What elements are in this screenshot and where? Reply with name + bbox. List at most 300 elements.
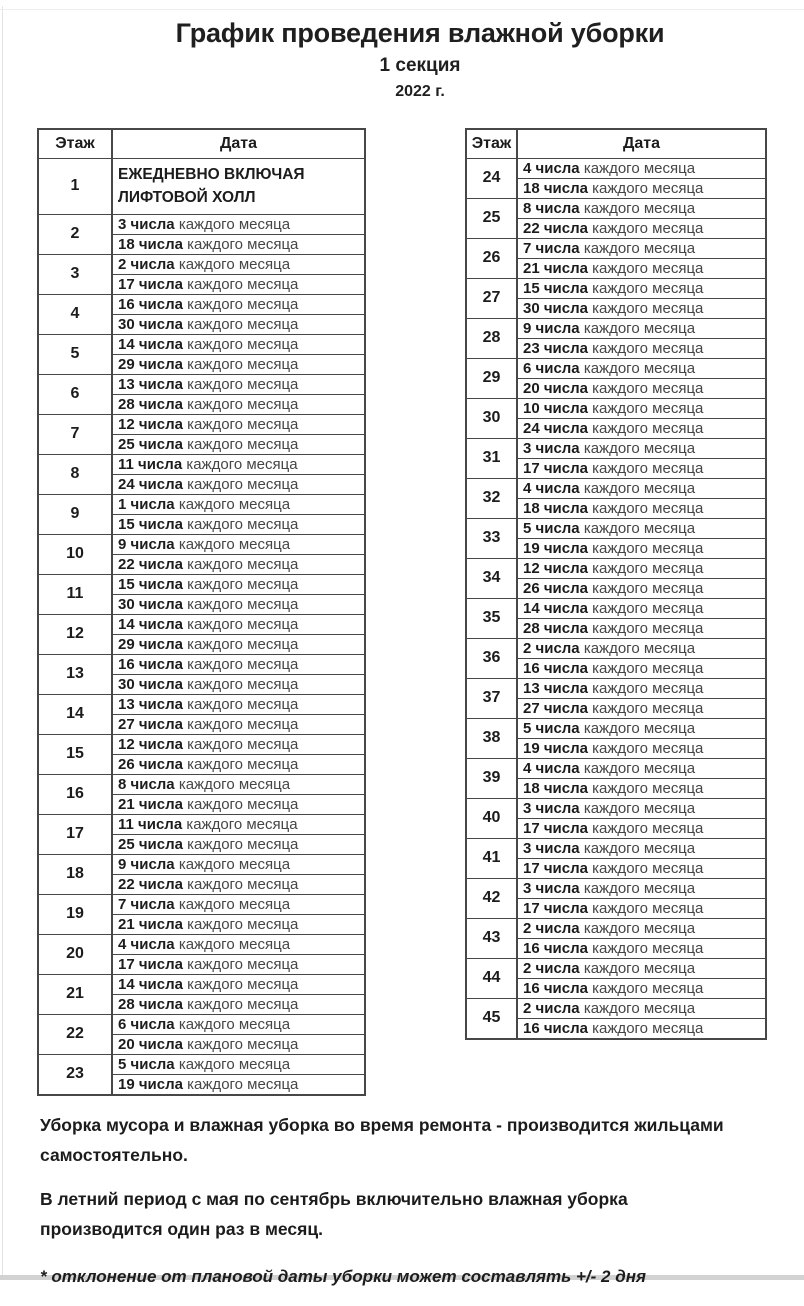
date-cell xyxy=(517,878,766,898)
date-cell xyxy=(112,894,365,914)
date-day: 16 числа xyxy=(523,659,588,677)
date-day: 26 числа xyxy=(523,579,588,597)
year-label: 2022 г. xyxy=(395,83,445,100)
date-suffix: каждого месяца xyxy=(183,955,299,973)
date-cell xyxy=(112,494,365,514)
date-cell xyxy=(517,198,766,218)
date-cell xyxy=(517,398,766,418)
date-suffix: каждого месяца xyxy=(579,759,696,777)
date-cell xyxy=(517,898,766,918)
date-cell xyxy=(112,474,365,494)
floor-cell: 27 xyxy=(466,278,517,318)
date-cell xyxy=(112,854,365,874)
date-cell xyxy=(517,998,766,1018)
date-day: 2 числа xyxy=(523,639,580,657)
date-day: 4 числа xyxy=(523,759,580,777)
date-day: 4 числа xyxy=(118,935,175,953)
date-cell xyxy=(112,994,365,1014)
date-day: 3 числа xyxy=(523,439,580,457)
date-suffix: каждого месяца xyxy=(579,999,696,1017)
date-suffix: каждого месяца xyxy=(579,719,696,737)
date-suffix: каждого месяца xyxy=(588,599,704,617)
date-day: 30 числа xyxy=(118,315,183,333)
date-cell xyxy=(112,374,365,394)
date-suffix: каждого месяца xyxy=(588,299,704,317)
floor-cell: 35 xyxy=(466,598,517,638)
date-suffix: каждого месяца xyxy=(588,559,704,577)
date-suffix: каждого месяца xyxy=(174,535,291,553)
date-day: 17 числа xyxy=(523,899,588,917)
date-day: 28 числа xyxy=(523,619,588,637)
date-suffix: каждого месяца xyxy=(588,579,704,597)
date-suffix: каждого месяца xyxy=(588,179,704,197)
date-day: 14 числа xyxy=(118,335,183,353)
date-cell xyxy=(112,634,365,654)
date-cell xyxy=(112,1054,365,1074)
floor-cell: 10 xyxy=(38,534,112,574)
floor-row xyxy=(466,638,766,658)
date-suffix: каждого месяца xyxy=(183,875,299,893)
floor-cell: 20 xyxy=(38,934,112,974)
date-day: 16 числа xyxy=(118,655,183,673)
date-day: 27 числа xyxy=(523,699,588,717)
date-day: 11 числа xyxy=(118,815,183,833)
floor-cell: 22 xyxy=(38,1014,112,1054)
date-cell xyxy=(112,414,365,434)
date-cell xyxy=(517,238,766,258)
date-day: 9 числа xyxy=(523,319,580,337)
date-cell xyxy=(517,578,766,598)
date-day: 16 числа xyxy=(118,295,183,313)
floor-row xyxy=(466,398,766,418)
date-day: 22 числа xyxy=(523,219,588,237)
date-suffix: каждого месяца xyxy=(579,319,696,337)
date-suffix: каждого месяца xyxy=(174,1055,291,1073)
floor-cell: 40 xyxy=(466,798,517,838)
date-cell xyxy=(517,418,766,438)
date-cell xyxy=(112,734,365,754)
floor-cell: 29 xyxy=(466,358,517,398)
date-suffix: каждого месяца xyxy=(183,315,299,333)
date-cell xyxy=(112,234,365,254)
date-cell xyxy=(517,318,766,338)
floor-cell: 11 xyxy=(38,574,112,614)
date-cell xyxy=(112,814,365,834)
date-cell xyxy=(112,774,365,794)
date-day: 17 числа xyxy=(523,859,588,877)
date-suffix: каждого месяца xyxy=(588,499,704,517)
floor-row xyxy=(38,1054,365,1074)
date-day: 9 числа xyxy=(118,535,175,553)
schedule-table-floors-1-23 xyxy=(37,128,366,1096)
date-day: 18 числа xyxy=(523,179,588,197)
date-cell xyxy=(517,298,766,318)
date-day: 13 числа xyxy=(118,695,183,713)
floor-row xyxy=(38,934,365,954)
date-suffix: каждого месяца xyxy=(174,855,291,873)
date-suffix: каждого месяца xyxy=(588,419,704,437)
date-day: 14 числа xyxy=(523,599,588,617)
date-suffix: каждого месяца xyxy=(174,215,291,233)
date-suffix: каждого месяца xyxy=(588,399,704,417)
floor-cell: 37 xyxy=(466,678,517,718)
date-cell xyxy=(517,178,766,198)
date-suffix: каждого месяца xyxy=(579,879,696,897)
floor-row xyxy=(38,574,365,594)
date-day: 27 числа xyxy=(118,715,183,733)
floor-row xyxy=(466,598,766,618)
date-suffix: каждого месяца xyxy=(579,359,696,377)
date-day: 3 числа xyxy=(523,799,580,817)
date-day: 20 числа xyxy=(118,1035,183,1053)
special-line: ЕЖЕДНЕВНО ВКЛЮЧАЯ xyxy=(118,166,305,183)
date-suffix: каждого месяца xyxy=(588,819,704,837)
note-summer-period: В летний период с мая по сентябрь включительно влажная уборка производится один раз в месяц. xyxy=(40,1189,628,1239)
floor-row xyxy=(466,878,766,898)
date-day: 18 числа xyxy=(523,779,588,797)
page-edge-top xyxy=(0,9,804,10)
date-day: 15 числа xyxy=(118,575,183,593)
floor-cell: 16 xyxy=(38,774,112,814)
floor-row xyxy=(38,294,365,314)
floor-cell: 15 xyxy=(38,734,112,774)
floor-row xyxy=(38,654,365,674)
floor-row xyxy=(38,694,365,714)
date-cell xyxy=(112,334,365,354)
date-cell xyxy=(112,354,365,374)
date-day: 30 числа xyxy=(523,299,588,317)
floor-row xyxy=(466,998,766,1018)
floor-row xyxy=(38,1014,365,1034)
date-cell xyxy=(517,758,766,778)
floor-row xyxy=(466,758,766,778)
floor-row xyxy=(38,254,365,274)
date-cell xyxy=(517,358,766,378)
floor-row xyxy=(38,974,365,994)
date-suffix: каждого месяца xyxy=(174,935,291,953)
date-suffix: каждого месяца xyxy=(183,275,299,293)
date-suffix: каждого месяца xyxy=(174,775,291,793)
floor-cell: 9 xyxy=(38,494,112,534)
date-day: 18 числа xyxy=(118,235,183,253)
date-cell xyxy=(112,274,365,294)
floor-row xyxy=(38,374,365,394)
date-suffix: каждого месяца xyxy=(579,159,696,177)
date-day: 23 числа xyxy=(523,339,588,357)
date-day: 12 числа xyxy=(118,735,183,753)
date-cell xyxy=(517,778,766,798)
floor-cell: 18 xyxy=(38,854,112,894)
date-suffix: каждого месяца xyxy=(588,899,704,917)
date-cell xyxy=(112,454,365,474)
date-day: 3 числа xyxy=(523,839,580,857)
floor-cell: 39 xyxy=(466,758,517,798)
date-day: 29 числа xyxy=(118,355,183,373)
date-suffix: каждого месяца xyxy=(588,659,704,677)
floor-row xyxy=(466,558,766,578)
date-cell xyxy=(517,718,766,738)
date-cell xyxy=(112,254,365,274)
date-cell xyxy=(112,654,365,674)
date-day: 16 числа xyxy=(523,939,588,957)
date-cell xyxy=(112,534,365,554)
date-day: 19 числа xyxy=(523,539,588,557)
floor-row xyxy=(38,454,365,474)
date-suffix: каждого месяца xyxy=(588,1019,704,1037)
date-day: 19 числа xyxy=(523,739,588,757)
date-day: 25 числа xyxy=(118,435,183,453)
date-suffix: каждого месяца xyxy=(183,335,299,353)
floor-row xyxy=(466,198,766,218)
date-cell xyxy=(517,478,766,498)
floor-cell: 6 xyxy=(38,374,112,414)
date-suffix: каждого месяца xyxy=(183,415,299,433)
floor-cell: 2 xyxy=(38,214,112,254)
date-suffix: каждого месяца xyxy=(579,839,696,857)
floor-row xyxy=(466,478,766,498)
floor-row xyxy=(466,278,766,298)
date-day: 12 числа xyxy=(523,559,588,577)
floor-row xyxy=(38,494,365,514)
floor-cell: 45 xyxy=(466,998,517,1039)
date-suffix: каждого месяца xyxy=(579,439,696,457)
date-cell xyxy=(112,754,365,774)
floor-row xyxy=(38,854,365,874)
date-suffix: каждого месяца xyxy=(588,339,704,357)
date-suffix: каждого месяца xyxy=(174,1015,291,1033)
floor-cell: 23 xyxy=(38,1054,112,1095)
floor-row xyxy=(466,518,766,538)
date-suffix: каждого месяца xyxy=(183,355,299,373)
date-suffix: каждого месяца xyxy=(579,239,696,257)
date-suffix: каждого месяца xyxy=(183,735,299,753)
floor-cell: 21 xyxy=(38,974,112,1014)
date-suffix: каждого месяца xyxy=(183,995,299,1013)
date-suffix: каждого месяца xyxy=(183,755,299,773)
date-suffix: каждого месяца xyxy=(183,795,299,813)
floor-cell: 12 xyxy=(38,614,112,654)
floor-row xyxy=(38,774,365,794)
date-suffix: каждого месяца xyxy=(579,519,696,537)
date-suffix: каждого месяца xyxy=(183,575,299,593)
date-cell xyxy=(517,558,766,578)
date-day: 25 числа xyxy=(118,835,183,853)
date-suffix: каждого месяца xyxy=(588,979,704,997)
date-suffix: каждого месяца xyxy=(579,959,696,977)
floor-cell: 13 xyxy=(38,654,112,694)
date-cell xyxy=(112,314,365,334)
floor-cell: 7 xyxy=(38,414,112,454)
date-cell xyxy=(112,554,365,574)
date-day: 30 числа xyxy=(118,595,183,613)
floor-cell: 34 xyxy=(466,558,517,598)
date-cell xyxy=(517,698,766,718)
floor-cell: 19 xyxy=(38,894,112,934)
floor-row xyxy=(466,238,766,258)
date-suffix: каждого месяца xyxy=(579,639,696,657)
page-edge-left xyxy=(2,6,3,1280)
date-day: 2 числа xyxy=(523,919,580,937)
date-suffix: каждого месяца xyxy=(588,459,704,477)
date-day: 6 числа xyxy=(118,1015,175,1033)
date-day: 5 числа xyxy=(523,719,580,737)
date-cell xyxy=(517,338,766,358)
date-day: 16 числа xyxy=(523,1019,588,1037)
floor-row xyxy=(466,438,766,458)
date-cell xyxy=(517,618,766,638)
floor-cell: 32 xyxy=(466,478,517,518)
floor-cell: 38 xyxy=(466,718,517,758)
date-cell xyxy=(517,278,766,298)
date-cell xyxy=(517,918,766,938)
date-day: 19 числа xyxy=(118,1075,183,1093)
floor-cell: 28 xyxy=(466,318,517,358)
date-cell xyxy=(112,714,365,734)
date-suffix: каждого месяца xyxy=(588,779,704,797)
floor-row xyxy=(466,798,766,818)
floor-row xyxy=(466,958,766,978)
date-cell xyxy=(112,1074,365,1095)
date-suffix: каждого месяца xyxy=(174,255,291,273)
floor-cell: 14 xyxy=(38,694,112,734)
floor-row xyxy=(38,414,365,434)
date-day: 24 числа xyxy=(523,419,588,437)
date-suffix: каждого месяца xyxy=(588,379,704,397)
floor-cell: 44 xyxy=(466,958,517,998)
floor-column-header: Этаж xyxy=(38,129,112,158)
date-suffix: каждого месяца xyxy=(579,919,696,937)
special-line: ЛИФТОВОЙ ХОЛЛ xyxy=(118,189,256,206)
date-cell xyxy=(112,934,365,954)
date-day: 30 числа xyxy=(118,675,183,693)
date-suffix: каждого месяца xyxy=(183,395,299,413)
date-suffix: каждого месяца xyxy=(183,835,299,853)
date-suffix: каждого месяца xyxy=(183,235,299,253)
note-renovation: Уборка мусора и влажная уборка во время ремонта - производится жильцами самостоятельно. xyxy=(40,1115,724,1165)
date-cell xyxy=(517,498,766,518)
date-suffix: каждого месяца xyxy=(183,295,299,313)
date-suffix: каждого месяца xyxy=(174,895,291,913)
floor-row xyxy=(38,534,365,554)
date-day: 2 числа xyxy=(118,255,175,273)
date-day: 15 числа xyxy=(523,279,588,297)
date-day: 8 числа xyxy=(523,199,580,217)
date-suffix: каждого месяца xyxy=(183,475,299,493)
date-day: 28 числа xyxy=(118,995,183,1013)
date-cell xyxy=(517,438,766,458)
floor-cell: 43 xyxy=(466,918,517,958)
date-suffix: каждого месяца xyxy=(183,695,299,713)
floor-cell: 8 xyxy=(38,454,112,494)
floor-cell: 24 xyxy=(466,158,517,198)
floor-cell: 1 xyxy=(38,158,112,214)
date-day: 14 числа xyxy=(118,615,183,633)
date-day: 26 числа xyxy=(118,755,183,773)
date-suffix: каждого месяца xyxy=(182,455,298,473)
date-cell xyxy=(112,514,365,534)
date-cell xyxy=(112,594,365,614)
date-cell xyxy=(112,874,365,894)
date-suffix: каждого месяца xyxy=(588,679,704,697)
date-cell xyxy=(517,598,766,618)
date-suffix: каждого месяца xyxy=(579,199,696,217)
date-day: 13 числа xyxy=(118,375,183,393)
date-day: 12 числа xyxy=(118,415,183,433)
date-suffix: каждого месяца xyxy=(588,859,704,877)
date-cell xyxy=(517,158,766,178)
date-day: 22 числа xyxy=(118,555,183,573)
date-suffix: каждого месяца xyxy=(183,655,299,673)
date-cell xyxy=(112,674,365,694)
section-subtitle: 1 секция xyxy=(379,55,461,76)
floor-cell: 17 xyxy=(38,814,112,854)
date-suffix: каждого месяца xyxy=(588,259,704,277)
date-suffix: каждого месяца xyxy=(183,555,299,573)
date-cell xyxy=(517,258,766,278)
date-suffix: каждого месяца xyxy=(183,1075,299,1093)
date-day: 7 числа xyxy=(523,239,580,257)
date-suffix: каждого месяца xyxy=(183,635,299,653)
floor-row xyxy=(38,158,365,214)
date-cell xyxy=(112,614,365,634)
date-day: 5 числа xyxy=(118,1055,175,1073)
date-suffix: каждого месяца xyxy=(183,1035,299,1053)
date-day: 24 числа xyxy=(118,475,183,493)
date-day: 4 числа xyxy=(523,479,580,497)
floor-cell: 42 xyxy=(466,878,517,918)
date-day: 17 числа xyxy=(118,955,183,973)
date-day: 21 числа xyxy=(118,915,183,933)
floor-row xyxy=(466,358,766,378)
date-day: 2 числа xyxy=(523,999,580,1017)
date-cell xyxy=(517,978,766,998)
date-cell xyxy=(517,938,766,958)
special-date-cell xyxy=(112,158,365,214)
date-day: 2 числа xyxy=(523,959,580,977)
date-cell xyxy=(517,818,766,838)
date-cell xyxy=(517,638,766,658)
date-suffix: каждого месяца xyxy=(183,615,299,633)
floor-cell: 5 xyxy=(38,334,112,374)
date-suffix: каждого месяца xyxy=(579,799,696,817)
floor-cell: 36 xyxy=(466,638,517,678)
page-title: График проведения влажной уборки xyxy=(175,18,665,48)
floor-row xyxy=(38,214,365,234)
floor-cell: 33 xyxy=(466,518,517,558)
header-row xyxy=(466,129,766,158)
date-cell xyxy=(112,794,365,814)
date-suffix: каждого месяца xyxy=(588,739,704,757)
date-suffix: каждого месяца xyxy=(182,815,298,833)
date-cell xyxy=(112,914,365,934)
date-day: 1 числа xyxy=(118,495,175,513)
date-cell xyxy=(112,294,365,314)
date-cell xyxy=(517,218,766,238)
date-day: 22 числа xyxy=(118,875,183,893)
date-suffix: каждого месяца xyxy=(183,595,299,613)
date-day: 17 числа xyxy=(118,275,183,293)
date-cell xyxy=(517,798,766,818)
date-cell xyxy=(112,214,365,234)
header-row xyxy=(38,129,365,158)
date-cell xyxy=(517,658,766,678)
date-cell xyxy=(517,738,766,758)
date-suffix: каждого месяца xyxy=(174,495,291,513)
date-day: 13 числа xyxy=(523,679,588,697)
date-suffix: каждого месяца xyxy=(183,375,299,393)
date-cell xyxy=(517,378,766,398)
date-day: 16 числа xyxy=(523,979,588,997)
